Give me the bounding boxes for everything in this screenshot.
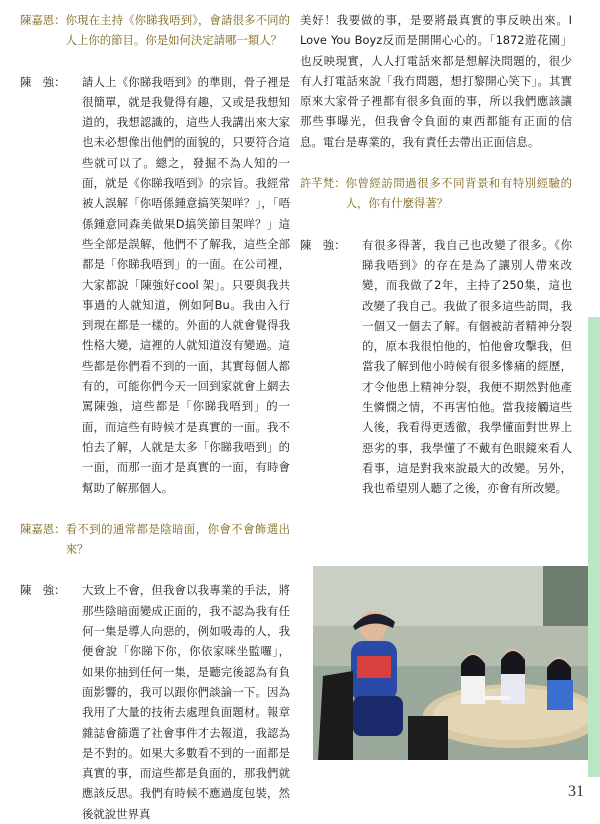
- interview-question: [20, 10, 290, 51]
- page-number: 31: [568, 783, 584, 800]
- left-column: [20, 10, 290, 824]
- interview-answer: [20, 72, 290, 498]
- question-text: 看不到的通常都是陰暗面，你會不會飾選出來？: [65, 521, 290, 557]
- answer-text: 大致上不會，但我會以我專業的手法，將那些陰暗面變成正面的，我不認為我有任何一集是導人向惡的，例如吸毒的人，我便會說「你睇下你，你依家咪坐監囉」，如果你抽到任何一集，是聽完後認為有負面影響的，我可以跟你們談論一下。因為我用了大量的技術去處理負面題材。報章雜誌會篩選了社會事件才去報道，我認為是不對的。如果大多數看不到的一面都是真實的事，而這些都是負面的，那我們就應該反思。我們有時候不應過度包裝，然後就說世界真: [82, 583, 290, 821]
- interview-question: [300, 173, 572, 214]
- speaker-label: 陳 強：: [300, 237, 346, 252]
- interview-answer: [300, 235, 572, 499]
- question-text: 你曾經訪問過很多不同背景和有特別經驗的人，你有什麼得著？: [345, 176, 572, 211]
- right-column: [300, 10, 572, 499]
- question-text: 你現在主持《你睇我唔到》，會請很多不同的人上你的節目。你是如何決定請哪一類人？: [65, 13, 290, 48]
- interview-question: [20, 519, 290, 560]
- speaker-label: 陳嘉恩：: [20, 521, 66, 536]
- speaker-label: 陳 強：: [20, 74, 66, 89]
- green-side-bar: [588, 317, 600, 777]
- interview-answer: [20, 580, 290, 824]
- answer-text: 美好！我要做的事，是要將最真實的事反映出來。I Love You Boyz反而是開開心心的。「1872遊花園」也反映現實，人人打電話來都是想解決問題的，很少有人打電話來說「我冇問題，想打黎開心笑下」。其實原來大家骨子裡都有很多負面的事，所以我們應該讓那些事曝光，但我會令負面的東西都能有正面的信息。電台是專業的，我有責任去帶出正面信息。: [300, 13, 572, 149]
- interview-answer-continued: [300, 10, 572, 152]
- answer-text: 請人上《你睇我唔到》的準則，骨子裡是很簡單，就是我覺得有趣，又或是我想知道的，我想認識的，這些人我講出來大家也未必想像出他們的面貌的，只要符合這些就可以了。總之，發掘不為人知的一面，就是《你睇我唔到》的宗旨。我經常被人誤解「你唔係鍾意搞笑架咩？」，「唔係鍾意同森美做果D搞笑節目架咩？」這些全部是誤解，他們不了解我，這些全部都是「你睇我唔到」的一面。在公司裡，大家都說「陳強好cool 架」。只要與我共事過的人就知道，例如阿Bu。我由入行到現在都是一樣的。外面的人就會覺得我性格大變，這裡的人就知道沒有變過。這些都是你們看不到的一面，其實每個人都有的，可能你們今天一回到家就會上網去罵陳強，這些都是「你睇我唔到」的一面，而這些有時候才是真實的一面。我不怕去了解，人就是太多「你睇我唔到」的一面，而那一面才是真實的一面，有時會幫助了解那個人。: [82, 74, 290, 495]
- interview-photo-illustration: [313, 566, 590, 760]
- interview-photo: [313, 566, 590, 760]
- speaker-label: 陳嘉恩：: [20, 13, 66, 27]
- speaker-label: 許芊梵：: [300, 176, 346, 191]
- answer-text: 有很多得著，我自己也改變了很多。《你睇我唔到》的存在是為了讓別人帶來改變，而我做了2年，主持了250集，這也改變了我自己。我做了很多這些訪問，我一個又一個去了解。有個被訪者精神分裂的，原本我很怕他的，怕他會攻擊我，但當我了解到他小時候有很多慘痛的經歷，才令他患上精神分裂，我便不期然對他產生憐憫之情，不再害怕他。當我接觸這些人後，我看得更透徹，我學懂面對世界上惡劣的事，我學懂了不戴有色眼鏡來看人看事，這是對我來說最大的改變。另外，我也希望別人聽了之後，亦會有所改變。: [362, 237, 572, 496]
- speaker-label: 陳 強：: [20, 583, 66, 598]
